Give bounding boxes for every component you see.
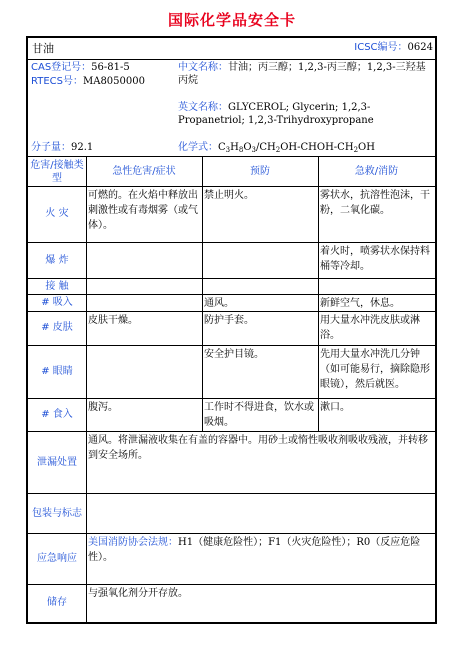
- inhale-row: [28, 295, 435, 312]
- contact-label: 接 触: [45, 281, 69, 292]
- eyes-row: [28, 346, 435, 399]
- identifier-row: [28, 60, 435, 137]
- skin-acute: 皮肤干燥。: [88, 315, 138, 326]
- icsc-number: [354, 41, 433, 55]
- spill-row: [28, 432, 435, 494]
- header-type: 危害/接触类型: [30, 160, 84, 184]
- package-label: 包装与标志: [32, 508, 82, 519]
- fire-label: 火 灾: [45, 208, 69, 219]
- cas-label: CAS登记号：: [31, 62, 92, 73]
- cas-block: [29, 60, 174, 90]
- icsc-value: 0624: [407, 42, 433, 53]
- cas-value: 56-81-5: [91, 62, 130, 73]
- mw-label: 分子量：: [31, 142, 71, 153]
- en-name-label: 英文名称：: [178, 102, 228, 113]
- explosion-acute: [86, 243, 202, 245]
- storage-row: [28, 585, 435, 622]
- eyes-label: # 眼睛: [41, 366, 73, 377]
- spill-label: 泄漏处置: [37, 457, 77, 468]
- skin-aid: 用大量水冲洗皮肤或淋浴。: [320, 315, 420, 341]
- storage-label: 储存: [47, 597, 67, 608]
- explosion-label: 爆 炸: [45, 255, 69, 266]
- inhale-prevent: 通风。: [204, 298, 234, 309]
- emergency-text: [86, 534, 435, 566]
- safety-card: [26, 36, 437, 624]
- emergency-prefix: 美国消防协会法规：: [88, 537, 178, 548]
- formula-label: 化学式：: [178, 142, 218, 153]
- emergency-label: 应急响应: [37, 553, 77, 564]
- emergency-row: [28, 534, 435, 585]
- ingest-aid: 漱口。: [320, 402, 350, 413]
- hazard-header-row: [28, 157, 435, 187]
- formula-row: [28, 137, 435, 157]
- emergency-ratings: H1（健康危险性）；F1（火灾危险性）；R0（反应危险性）。: [88, 537, 421, 563]
- inhale-aid: 新鲜空气，休息。: [320, 298, 400, 309]
- inhale-label: # 吸入: [41, 297, 73, 308]
- storage-text: 与强氧化剂分开存放。: [88, 588, 188, 599]
- package-row: [28, 494, 435, 534]
- explosion-prevent: [202, 243, 318, 245]
- fire-row: [28, 187, 435, 243]
- skin-prevent: 防护手套。: [204, 315, 254, 326]
- formula-value: $C_3H_8O_3/CH_2OH-CHOH-CH_2OH$: [218, 142, 375, 154]
- header-aid: 急救/消防: [354, 166, 399, 177]
- skin-label: # 皮肤: [41, 322, 73, 333]
- names-block: [176, 60, 434, 128]
- header-prevent: 预防: [250, 166, 270, 177]
- ingest-row: [28, 399, 435, 432]
- en-name: GLYCEROL; Glycerin; 1,2,3-Propanetriol; 1,2,3-Trihydroxypropane: [178, 102, 374, 126]
- fire-prevent: 禁止明火。: [204, 190, 254, 201]
- icsc-label: ICSC编号：: [354, 42, 408, 53]
- card-title: 国际化学品安全卡: [167, 11, 296, 29]
- cn-name-label: 中文名称：: [178, 62, 228, 73]
- explosion-row: [28, 243, 435, 279]
- rtecs-label: RTECS号：: [31, 76, 83, 87]
- contact-row: [28, 279, 435, 295]
- name-row: [28, 38, 435, 60]
- chemical-name: 甘油: [32, 42, 54, 55]
- eyes-aid: 先用大量水冲洗几分钟（如可能易行，摘除隐形眼镜），然后就医。: [320, 349, 430, 390]
- eyes-prevent: 安全护目镜。: [204, 349, 264, 360]
- fire-acute: 可燃的。在火焰中释放出刺激性或有毒烟雾（或气体）。: [88, 190, 198, 231]
- fire-aid: 雾状水，抗溶性泡沫，干粉，二氧化碳。: [320, 190, 430, 216]
- mw-value: 92.1: [71, 142, 94, 153]
- cn-name: 甘油；丙三醇；1,2,3-丙三醇；1,2,3-三羟基丙烷: [178, 62, 426, 86]
- ingest-acute: 腹泻。: [88, 402, 118, 413]
- mw-block: [29, 139, 95, 156]
- spill-text: 通风。将泄漏液收集在有盖的容器中。用砂土或惰性吸收剂吸收残液，并转移到安全场所。: [88, 435, 428, 461]
- explosion-aid: 着火时，喷雾状水保持料桶等冷却。: [320, 246, 430, 272]
- formula-block: [176, 139, 377, 156]
- skin-row: [28, 312, 435, 346]
- ingest-prevent: 工作时不得进食，饮水或吸烟。: [204, 402, 314, 428]
- package-text: [86, 494, 435, 496]
- ingest-label: # 食入: [41, 409, 73, 420]
- eyes-acute: [86, 346, 202, 348]
- rtecs-value: MA8050000: [82, 76, 145, 87]
- inhale-acute: [86, 295, 202, 297]
- header-acute: 急性危害/症状: [112, 166, 176, 177]
